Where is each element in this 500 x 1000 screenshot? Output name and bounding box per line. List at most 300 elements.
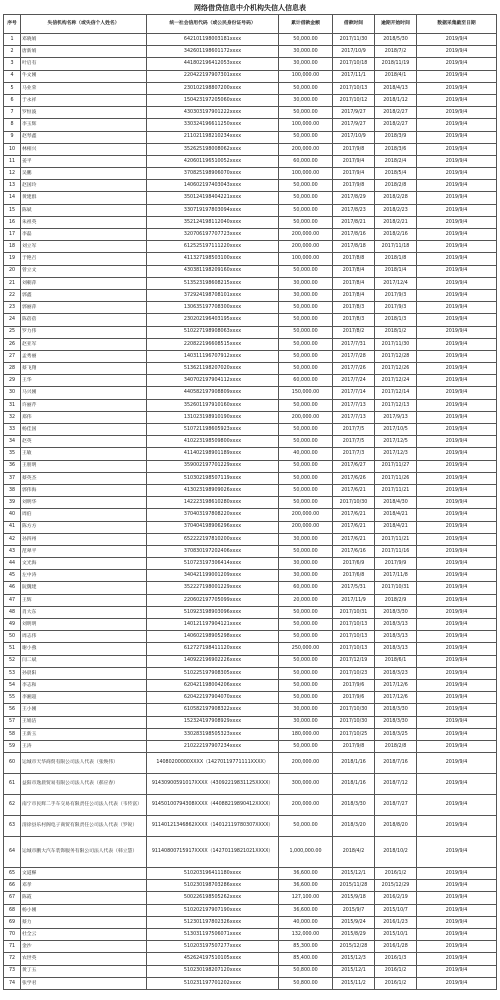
cell-amount: 50,000.00 xyxy=(279,692,333,704)
table-row xyxy=(4,375,497,387)
cell-borrow-date: 2015/9/24 xyxy=(333,916,375,928)
cell-code: 352227198001229xxxx xyxy=(147,582,279,594)
cell-cutoff-date: 2019/9/4 xyxy=(417,216,497,228)
cell-name: 马业荣 xyxy=(21,82,147,94)
cell-name: 运城市鹏大汽车装饰服务有限公司法人代表（韩立慧） xyxy=(21,837,147,868)
table-row xyxy=(4,70,497,82)
cell-name: 蔡飞翔 xyxy=(21,363,147,375)
cell-no: 56 xyxy=(4,704,21,716)
cell-overdue-date: 2017/12/28 xyxy=(375,350,417,362)
cell-cutoff-date: 2019/9/4 xyxy=(417,753,497,774)
cell-no: 70 xyxy=(4,929,21,941)
cell-no: 14 xyxy=(4,192,21,204)
cell-cutoff-date: 2019/9/4 xyxy=(417,375,497,387)
cell-borrow-date: 2017/10/30 xyxy=(333,704,375,716)
cell-name: 赵英 xyxy=(21,436,147,448)
cell-name: 牛文刚 xyxy=(21,70,147,82)
cell-amount: 30,000.00 xyxy=(279,58,333,70)
cell-name: 李湘超 xyxy=(21,692,147,704)
cell-no: 68 xyxy=(4,904,21,916)
cell-code: 440582197908809xxxx xyxy=(147,387,279,399)
cell-overdue-date: 2017/9/3 xyxy=(375,289,417,301)
table-row xyxy=(4,521,497,533)
cell-amount: 50,000.00 xyxy=(279,265,333,277)
cell-overdue-date: 2018/3/30 xyxy=(375,606,417,618)
table-row xyxy=(4,204,497,216)
table-row xyxy=(4,265,497,277)
cell-code: 330719197803094xxxx xyxy=(147,204,279,216)
cell-code: 510230198703286xxxx xyxy=(147,880,279,892)
cell-cutoff-date: 2019/9/4 xyxy=(417,679,497,691)
table-row xyxy=(4,965,497,977)
cell-overdue-date: 2018/1/3 xyxy=(375,314,417,326)
cell-name: 杨佳国 xyxy=(21,424,147,436)
cell-amount: 150,000.00 xyxy=(279,387,333,399)
cell-code: 140602197403043xxxx xyxy=(147,180,279,192)
cell-no: 64 xyxy=(4,837,21,868)
cell-cutoff-date: 2019/9/4 xyxy=(417,350,497,362)
cell-no: 71 xyxy=(4,941,21,953)
cell-no: 73 xyxy=(4,965,21,977)
cell-code: 510721198605923xxxx xyxy=(147,424,279,436)
cell-overdue-date: 2018/1/4 xyxy=(375,265,417,277)
cell-no: 30 xyxy=(4,387,21,399)
cell-no: 3 xyxy=(4,58,21,70)
cell-overdue-date: 2018/2/8 xyxy=(375,180,417,192)
table-row xyxy=(4,753,497,774)
cell-name: 郭鑫 xyxy=(21,289,147,301)
cell-borrow-date: 2017/10/30 xyxy=(333,716,375,728)
cell-cutoff-date: 2019/9/4 xyxy=(417,436,497,448)
cell-borrow-date: 2018/3/30 xyxy=(333,795,375,816)
cell-cutoff-date: 2019/9/4 xyxy=(417,180,497,192)
cell-cutoff-date: 2019/9/4 xyxy=(417,795,497,816)
cell-overdue-date: 2017/11/21 xyxy=(375,484,417,496)
cell-no: 37 xyxy=(4,472,21,484)
defaulter-table xyxy=(3,14,497,990)
cell-amount: 30,000.00 xyxy=(279,533,333,545)
table-row xyxy=(4,953,497,965)
cell-name: 王敏 xyxy=(21,448,147,460)
cell-cutoff-date: 2019/9/4 xyxy=(417,953,497,965)
cell-no: 42 xyxy=(4,533,21,545)
cell-name: 罗恒波 xyxy=(21,107,147,119)
cell-overdue-date: 2018/3/30 xyxy=(375,704,417,716)
cell-borrow-date: 2017/10/13 xyxy=(333,631,375,643)
cell-name: 王新玉 xyxy=(21,728,147,740)
cell-overdue-date: 2018/2/9 xyxy=(375,594,417,606)
cell-overdue-date: 2016/2/19 xyxy=(375,892,417,904)
cell-amount: 200,000.00 xyxy=(279,241,333,253)
cell-overdue-date: 2017/10/31 xyxy=(375,582,417,594)
cell-code: 320706197707723xxxx xyxy=(147,229,279,241)
cell-name: 姜平 xyxy=(21,155,147,167)
header-code: 统一社会信用代码（或公民身份证号码） xyxy=(147,15,279,34)
cell-code: 370404198906296xxxx xyxy=(147,521,279,533)
cell-amount: 50,000.00 xyxy=(279,302,333,314)
cell-cutoff-date: 2019/9/4 xyxy=(417,82,497,94)
cell-cutoff-date: 2019/9/4 xyxy=(417,631,497,643)
cell-overdue-date: 2018/2/8 xyxy=(375,740,417,752)
cell-amount: 50,000.00 xyxy=(279,424,333,436)
cell-cutoff-date: 2019/9/4 xyxy=(417,816,497,837)
table-row xyxy=(4,436,497,448)
cell-code: 220822196608515xxxx xyxy=(147,338,279,350)
cell-cutoff-date: 2019/9/4 xyxy=(417,289,497,301)
cell-code: 150423197205060xxxx xyxy=(147,94,279,106)
cell-name: 于艳召 xyxy=(21,253,147,265)
cell-code: 500226198505262xxxx xyxy=(147,892,279,904)
cell-cutoff-date: 2019/9/4 xyxy=(417,411,497,423)
cell-amount: 30,000.00 xyxy=(279,94,333,106)
cell-name: 文光海 xyxy=(21,558,147,570)
cell-cutoff-date: 2019/9/4 xyxy=(417,70,497,82)
cell-overdue-date: 2018/4/21 xyxy=(375,509,417,521)
cell-borrow-date: 2017/9/27 xyxy=(333,107,375,119)
cell-name: 许丽芹 xyxy=(21,399,147,411)
cell-amount: 50,000.00 xyxy=(279,484,333,496)
cell-name: 蔡英杰 xyxy=(21,472,147,484)
cell-no: 47 xyxy=(4,594,21,606)
cell-code: 510723197306414xxxx xyxy=(147,558,279,570)
cell-code: 340702197904112xxxx xyxy=(147,375,279,387)
cell-no: 53 xyxy=(4,667,21,679)
cell-cutoff-date: 2019/9/4 xyxy=(417,277,497,289)
cell-code: 620421198004206xxxx xyxy=(147,679,279,691)
cell-cutoff-date: 2019/9/4 xyxy=(417,265,497,277)
cell-cutoff-date: 2019/9/4 xyxy=(417,774,497,795)
table-row xyxy=(4,774,497,795)
table-row xyxy=(4,155,497,167)
cell-amount: 200,000.00 xyxy=(279,521,333,533)
cell-amount: 50,000.00 xyxy=(279,107,333,119)
cell-borrow-date: 2017/9/27 xyxy=(333,119,375,131)
cell-cutoff-date: 2019/9/4 xyxy=(417,241,497,253)
cell-overdue-date: 2017/12/3 xyxy=(375,448,417,460)
cell-name: 周伯 xyxy=(21,509,147,521)
cell-code: 131023198910190xxxx xyxy=(147,411,279,423)
cell-no: 48 xyxy=(4,606,21,618)
cell-cutoff-date: 2019/9/4 xyxy=(417,545,497,557)
cell-cutoff-date: 2019/9/4 xyxy=(417,472,497,484)
cell-no: 61 xyxy=(4,774,21,795)
cell-no: 59 xyxy=(4,740,21,752)
cell-name: 左中涛 xyxy=(21,570,147,582)
cell-no: 28 xyxy=(4,363,21,375)
cell-code: 510225197908305xxxx xyxy=(147,667,279,679)
cell-name: 陈霞 xyxy=(21,892,147,904)
cell-overdue-date: 2017/12/6 xyxy=(375,692,417,704)
cell-no: 34 xyxy=(4,436,21,448)
cell-name: 王华 xyxy=(21,375,147,387)
table-row xyxy=(4,916,497,928)
cell-name: 刘立军 xyxy=(21,241,147,253)
cell-no: 39 xyxy=(4,497,21,509)
cell-no: 41 xyxy=(4,521,21,533)
cell-name: 孟秀丽 xyxy=(21,350,147,362)
table-header-row xyxy=(4,15,497,34)
cell-overdue-date: 2018/2/27 xyxy=(375,107,417,119)
table-row xyxy=(4,667,497,679)
cell-cutoff-date: 2019/9/4 xyxy=(417,460,497,472)
cell-code: 370825198906070xxxx xyxy=(147,168,279,180)
cell-no: 4 xyxy=(4,70,21,82)
table-row xyxy=(4,192,497,204)
cell-no: 62 xyxy=(4,795,21,816)
cell-code: 130635197708300xxxx xyxy=(147,302,279,314)
cell-no: 1 xyxy=(4,34,21,46)
cell-overdue-date: 2018/7/2 xyxy=(375,46,417,58)
cell-name: 杨小刚 xyxy=(21,904,147,916)
cell-code: 510202197907190xxxx xyxy=(147,904,279,916)
cell-cutoff-date: 2019/9/4 xyxy=(417,168,497,180)
cell-borrow-date: 2017/6/21 xyxy=(333,509,375,521)
cell-cutoff-date: 2019/9/4 xyxy=(417,606,497,618)
cell-no: 26 xyxy=(4,338,21,350)
cell-name: 陈斌 xyxy=(21,204,147,216)
cell-cutoff-date: 2019/9/4 xyxy=(417,424,497,436)
cell-amount: 30,000.00 xyxy=(279,277,333,289)
table-row xyxy=(4,868,497,880)
cell-code: 342601198601172xxxx xyxy=(147,46,279,58)
cell-name: 李磊 xyxy=(21,229,147,241)
cell-name: 林相兴 xyxy=(21,143,147,155)
cell-name: 范翠平 xyxy=(21,545,147,557)
cell-borrow-date: 2017/7/5 xyxy=(333,436,375,448)
cell-amount: 60,000.00 xyxy=(279,375,333,387)
cell-borrow-date: 2017/6/26 xyxy=(333,472,375,484)
cell-amount: 100,000.00 xyxy=(279,168,333,180)
cell-overdue-date: 2018/1/2 xyxy=(375,326,417,338)
cell-borrow-date: 2017/7/28 xyxy=(333,350,375,362)
cell-code: 211021198210234xxxx xyxy=(147,131,279,143)
cell-amount: 50,000.00 xyxy=(279,363,333,375)
header-no: 序号 xyxy=(4,15,21,34)
table-row xyxy=(4,107,497,119)
cell-name: 赵亚军 xyxy=(21,338,147,350)
cell-no: 43 xyxy=(4,545,21,557)
table-row xyxy=(4,941,497,953)
cell-code: 230102198807200xxxx xyxy=(147,82,279,94)
table-row xyxy=(4,302,497,314)
cell-name: 罗力伟 xyxy=(21,326,147,338)
cell-borrow-date: 2017/8/23 xyxy=(333,204,375,216)
cell-borrow-date: 2017/10/18 xyxy=(333,58,375,70)
table-row xyxy=(4,704,497,716)
cell-borrow-date: 2017/9/8 xyxy=(333,740,375,752)
cell-name: 刘明华 xyxy=(21,497,147,509)
cell-no: 21 xyxy=(4,277,21,289)
cell-no: 74 xyxy=(4,977,21,989)
table-row xyxy=(4,929,497,941)
table-row xyxy=(4,545,497,557)
cell-code: 359002197701229xxxx xyxy=(147,460,279,472)
cell-name: 曾立文 xyxy=(21,265,147,277)
cell-overdue-date: 2017/12/24 xyxy=(375,375,417,387)
cell-code: 411402198901189xxxx xyxy=(147,448,279,460)
cell-name: 益阳市逸晨贸易有限公司法人代表（郝应春） xyxy=(21,774,147,795)
cell-cutoff-date: 2019/9/4 xyxy=(417,594,497,606)
cell-borrow-date: 2018/1/16 xyxy=(333,753,375,774)
cell-code: 372924198708101xxxx xyxy=(147,289,279,301)
cell-amount: 50,000.00 xyxy=(279,655,333,667)
cell-code: 430381198209160xxxx xyxy=(147,265,279,277)
cell-no: 33 xyxy=(4,424,21,436)
cell-overdue-date: 2017/9/9 xyxy=(375,558,417,570)
cell-overdue-date: 2018/3/13 xyxy=(375,643,417,655)
cell-overdue-date: 2016/1/3 xyxy=(375,953,417,965)
cell-cutoff-date: 2019/9/4 xyxy=(417,204,497,216)
cell-overdue-date: 2016/1/2 xyxy=(375,977,417,989)
table-row xyxy=(4,880,497,892)
cell-code: 142223198610280xxxx xyxy=(147,497,279,509)
cell-overdue-date: 2017/11/18 xyxy=(375,241,417,253)
table-row xyxy=(4,363,497,375)
cell-code: 350124198404221xxxx xyxy=(147,192,279,204)
cell-code: 510231197701202xxxx xyxy=(147,977,279,989)
cell-amount: 132,000.00 xyxy=(279,929,333,941)
cell-amount: 50,000.00 xyxy=(279,82,333,94)
cell-no: 60 xyxy=(4,753,21,774)
table-row xyxy=(4,448,497,460)
cell-borrow-date: 2017/8/8 xyxy=(333,253,375,265)
cell-borrow-date: 2017/8/3 xyxy=(333,314,375,326)
cell-borrow-date: 2017/8/21 xyxy=(333,216,375,228)
cell-code: 14080200000XXXX（14270119771111XXXX） xyxy=(147,753,279,774)
cell-borrow-date: 2017/6/9 xyxy=(333,558,375,570)
cell-borrow-date: 2017/10/23 xyxy=(333,667,375,679)
cell-name: 肖大东 xyxy=(21,606,147,618)
cell-cutoff-date: 2019/9/4 xyxy=(417,338,497,350)
cell-no: 6 xyxy=(4,94,21,106)
cell-borrow-date: 2017/6/21 xyxy=(333,484,375,496)
cell-overdue-date: 2018/3/6 xyxy=(375,143,417,155)
cell-overdue-date: 2016/1/2 xyxy=(375,868,417,880)
table-row xyxy=(4,326,497,338)
cell-amount: 250,000.00 xyxy=(279,643,333,655)
cell-borrow-date: 2017/8/4 xyxy=(333,277,375,289)
cell-no: 66 xyxy=(4,880,21,892)
cell-amount: 50,000.00 xyxy=(279,314,333,326)
cell-borrow-date: 2017/10/30 xyxy=(333,497,375,509)
cell-borrow-date: 2015/12/1 xyxy=(333,868,375,880)
table-body xyxy=(4,34,497,990)
cell-amount: 40,000.00 xyxy=(279,448,333,460)
header-amount: 累计借款金额 xyxy=(279,15,333,34)
cell-overdue-date: 2018/4/13 xyxy=(375,82,417,94)
table-row xyxy=(4,460,497,472)
cell-overdue-date: 2018/2/27 xyxy=(375,119,417,131)
cell-borrow-date: 2018/1/16 xyxy=(333,774,375,795)
cell-name: 郭丽萍 xyxy=(21,302,147,314)
cell-no: 69 xyxy=(4,916,21,928)
cell-name: 朱祖英 xyxy=(21,216,147,228)
cell-no: 20 xyxy=(4,265,21,277)
cell-code: 430303197901222xxxx xyxy=(147,107,279,119)
cell-name: 闫二斌 xyxy=(21,655,147,667)
cell-no: 5 xyxy=(4,82,21,94)
table-row xyxy=(4,216,497,228)
cell-borrow-date: 2017/7/24 xyxy=(333,375,375,387)
cell-borrow-date: 2018/4/2 xyxy=(333,837,375,868)
cell-borrow-date: 2017/9/6 xyxy=(333,692,375,704)
table-row xyxy=(4,253,497,265)
cell-cutoff-date: 2019/9/4 xyxy=(417,570,497,582)
cell-borrow-date: 2017/10/9 xyxy=(333,131,375,143)
cell-borrow-date: 2017/8/29 xyxy=(333,192,375,204)
table-row xyxy=(4,816,497,837)
cell-overdue-date: 2017/12/26 xyxy=(375,363,417,375)
table-row xyxy=(4,94,497,106)
cell-overdue-date: 2018/2/23 xyxy=(375,204,417,216)
cell-amount: 50,000.00 xyxy=(279,460,333,472)
cell-no: 65 xyxy=(4,868,21,880)
cell-borrow-date: 2017/7/5 xyxy=(333,424,375,436)
cell-cutoff-date: 2019/9/4 xyxy=(417,880,497,892)
table-row xyxy=(4,655,497,667)
cell-amount: 180,000.00 xyxy=(279,728,333,740)
cell-code: 91140800715917XXXX（14270119821021XXXX） xyxy=(147,837,279,868)
cell-borrow-date: 2015/9/18 xyxy=(333,892,375,904)
table-row xyxy=(4,509,497,521)
cell-amount: 40,000.00 xyxy=(279,916,333,928)
cell-name: 阮魏建 xyxy=(21,582,147,594)
table-row xyxy=(4,314,497,326)
cell-name: 王娟洁 xyxy=(21,716,147,728)
cell-cutoff-date: 2019/9/4 xyxy=(417,448,497,460)
cell-overdue-date: 2018/8/20 xyxy=(375,816,417,837)
cell-name: 陈蓓蓓 xyxy=(21,314,147,326)
table-row xyxy=(4,740,497,752)
cell-overdue-date: 2016/1/23 xyxy=(375,916,417,928)
cell-name: 郭伟海 xyxy=(21,484,147,496)
cell-no: 72 xyxy=(4,953,21,965)
cell-borrow-date: 2017/9/8 xyxy=(333,143,375,155)
table-row xyxy=(4,904,497,916)
cell-name: 吴鹏 xyxy=(21,168,147,180)
cell-no: 44 xyxy=(4,558,21,570)
cell-name: 陈方方 xyxy=(21,521,147,533)
cell-amount: 50,800.00 xyxy=(279,965,333,977)
cell-borrow-date: 2017/8/18 xyxy=(333,241,375,253)
table-row xyxy=(4,570,497,582)
table-row xyxy=(4,424,497,436)
cell-amount: 50,000.00 xyxy=(279,816,333,837)
cell-amount: 100,000.00 xyxy=(279,70,333,82)
cell-name: 马兴刚 xyxy=(21,387,147,399)
table-row xyxy=(4,241,497,253)
cell-cutoff-date: 2019/9/4 xyxy=(417,119,497,131)
cell-name: 郑伟 xyxy=(21,411,147,423)
cell-borrow-date: 2015/9/7 xyxy=(333,904,375,916)
cell-name: 蔡力 xyxy=(21,916,147,928)
cell-no: 13 xyxy=(4,180,21,192)
cell-code: 140922196902226xxxx xyxy=(147,655,279,667)
cell-no: 31 xyxy=(4,399,21,411)
cell-name: 邓孝 xyxy=(21,880,147,892)
cell-cutoff-date: 2019/9/4 xyxy=(417,58,497,70)
table-row xyxy=(4,728,497,740)
cell-cutoff-date: 2019/9/4 xyxy=(417,484,497,496)
table-row xyxy=(4,58,497,70)
cell-no: 19 xyxy=(4,253,21,265)
table-row xyxy=(4,472,497,484)
cell-overdue-date: 2017/12/5 xyxy=(375,436,417,448)
cell-overdue-date: 2018/3/23 xyxy=(375,667,417,679)
cell-code: 413023198909026xxxx xyxy=(147,484,279,496)
cell-cutoff-date: 2019/9/4 xyxy=(417,716,497,728)
cell-no: 18 xyxy=(4,241,21,253)
